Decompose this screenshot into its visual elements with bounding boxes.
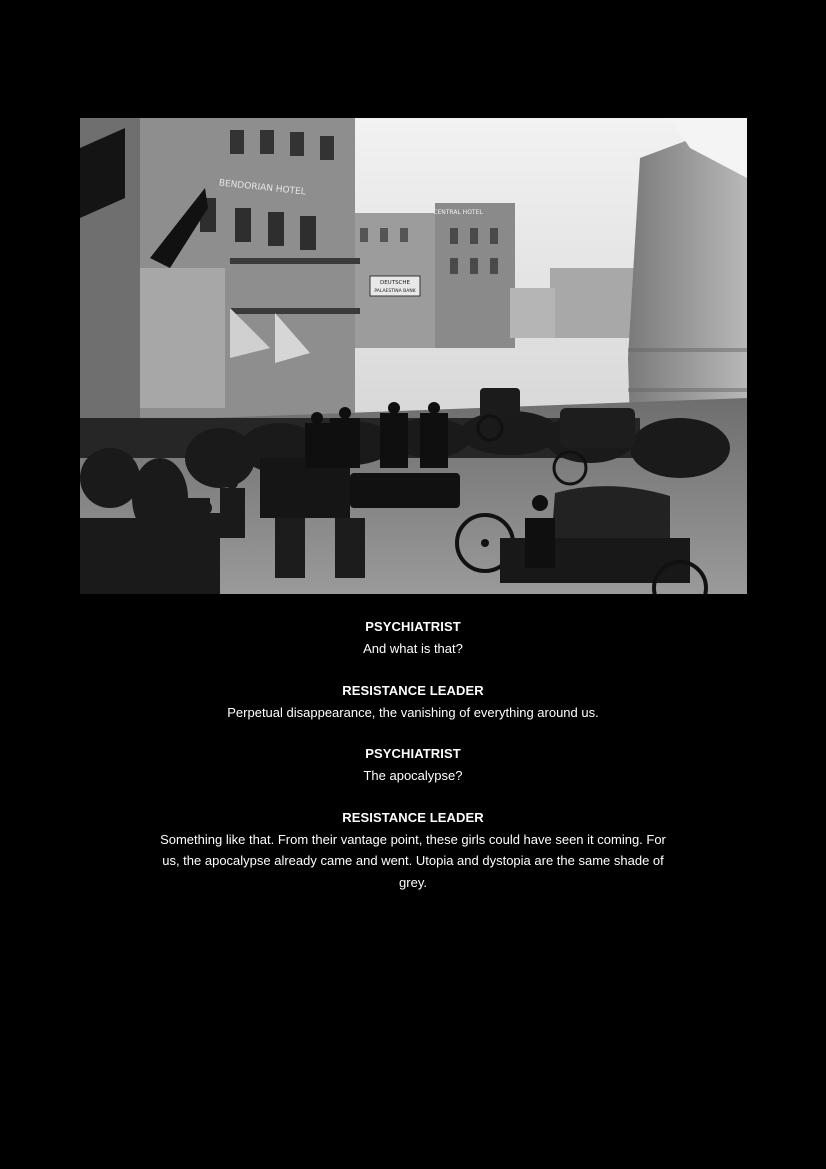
dialogue-line: Perpetual disappearance, the vanishing of everything around us. [227, 704, 599, 720]
dialogue-line: Something like that. From their vantage point, these girls could have seen it coming. For us, the apocalypse already came and went. Utopia and dystopia are the same shade of grey. [160, 831, 666, 890]
building-sign: BENDORIAN HOTEL [218, 178, 307, 198]
street-scene-illustration [80, 118, 747, 594]
speaker-name: PSYCHIATRIST [365, 619, 461, 634]
dialogue-block [150, 743, 676, 787]
bank-sign-line2: PALAESTINA BANK [374, 289, 416, 294]
dialogue-block [150, 680, 676, 724]
dialogue-block [150, 807, 676, 894]
dialogue-line: And what is that? [363, 641, 463, 656]
speaker-name: RESISTANCE LEADER [342, 682, 484, 698]
street-scene-photo [80, 118, 747, 594]
dialogue-line: The apocalypse? [363, 768, 463, 783]
left-building [80, 118, 360, 458]
bank-sign-line1: DEUTSCHE [379, 280, 411, 286]
dialogue-block [150, 616, 676, 660]
screenplay-dialogue [150, 616, 676, 913]
speaker-name: PSYCHIATRIST [365, 746, 461, 761]
speaker-name: RESISTANCE LEADER [342, 809, 484, 825]
hotel-sign: CENTRAL HOTEL [433, 209, 483, 216]
